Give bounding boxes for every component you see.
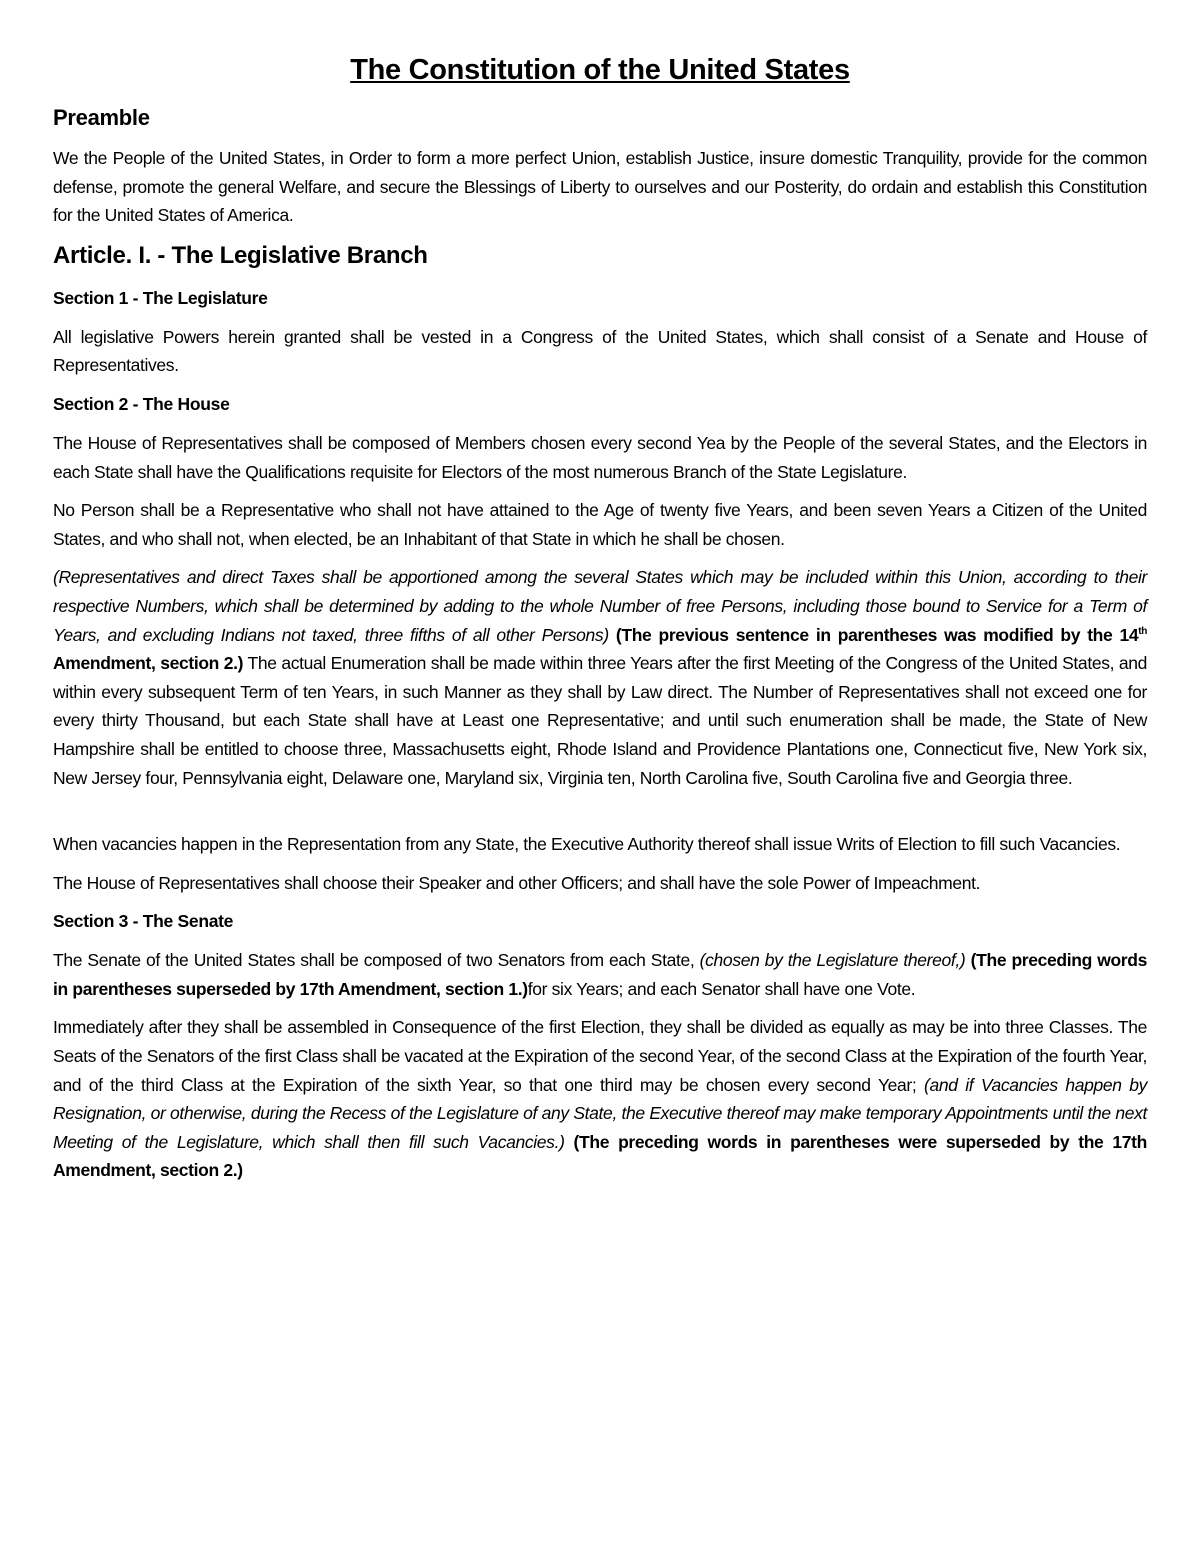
text-run: We the People of the United States, in Order to form a more perfect Union, establish Justice, insure domestic Tranquility, provide for the common defense, promote the general Welfare, and secure the Blessings of Liberty to ourselves and our Posterity, do ordain and establish this Constitution for the United States of America. [53, 148, 1147, 226]
paragraph [53, 946, 1147, 1003]
text-run: When vacancies happen in the Representation from any State, the Executive Authority thereof shall issue Writs of Election to fill such Vacancies. [53, 834, 1121, 855]
paragraph [53, 323, 1147, 380]
bold-note: Amendment, section 2.) [53, 653, 244, 674]
section-heading: Section 1 - The Legislature [53, 287, 268, 308]
bold-note: (The previous sentence in parentheses was modified by the 14 [615, 624, 1139, 645]
section-heading: Section 3 - The Senate [53, 911, 234, 932]
text-run: Immediately after they shall be assembled in Consequence of the first Election, they shall be divided as equally as may be into three Classes. The Seats of the Senators of the first Class shall be vacated at the Expiration of the second Year, of the second Class at the Expiration of the fourth Year, and of the third Class at the Expiration of the sixth Year, so that one third may be chosen every second Year; [53, 1017, 1147, 1095]
superscript: th [1138, 625, 1147, 637]
bold-note: (The preceding words in parentheses were superseded by the 17th Amendment, section 2.) [53, 1131, 1147, 1181]
document-title: The Constitution of the United States [350, 54, 850, 86]
text-run: for six Years; and each Senator shall have one Vote. [527, 978, 916, 999]
document-body [53, 104, 1147, 1185]
italic-text: (chosen by the Legislature thereof,) [699, 950, 966, 971]
paragraph [53, 563, 1147, 792]
text-run: The House of Representatives shall be composed of Members chosen every second Yea by the People of the several States, and the Electors in each State shall have the Qualifications requisite for Electors of the most numerous Branch of the State Legislature. [53, 432, 1147, 482]
bold-note: (The preceding words in parentheses superseded by 17th Amendment, section 1.) [53, 950, 1147, 999]
paragraph [53, 869, 1147, 898]
paragraph [53, 830, 1147, 859]
blank-line [53, 802, 1147, 830]
section-heading: Section 2 - The House [53, 393, 230, 414]
text-run: All legislative Powers herein granted shall be vested in a Congress of the United States, which shall consist of a Senate and House of Representatives. [53, 326, 1147, 376]
paragraph [53, 496, 1147, 553]
italic-text: (Representatives and direct Taxes shall be apportioned among the several States which may be included within this Union, according to their respective Numbers, which shall be determined by adding to the whole Number of free Persons, including those bound to Service for a Term of Years, and excluding Indians not taxed, three fifths of all other Persons) [53, 567, 1147, 645]
text-run: No Person shall be a Representative who shall not have attained to the Age of twenty five Years, and been seven Years a Citizen of the United States, and who shall not, when elected, be an Inhabitant of that State in which he shall be chosen. [53, 500, 1147, 549]
paragraph [53, 144, 1147, 230]
paragraph [53, 1013, 1147, 1185]
italic-text: (and if Vacancies happen by Resignation, or otherwise, during the Recess of the Legislature of any State, the Executive thereof may make temporary Appointments until the next Meeting of the Legislature, which shall then fill such Vacancies.) [53, 1074, 1147, 1152]
document-page [53, 50, 1147, 1195]
preamble-heading: Preamble [53, 105, 150, 130]
article-heading: Article. I. - The Legislative Branch [53, 241, 428, 269]
paragraph [53, 429, 1147, 486]
text-run: The actual Enumeration shall be made within three Years after the first Meeting of the Congress of the United States, and within every subsequent Term of ten Years, in such Manner as they shall by Law direct. The Number of Representatives shall not exceed one for every thirty Thousand, but each State shall have at Least one Representative; and until such enumeration shall be made, the State of New Hampshire shall be entitled to choose three, Massachusetts eight, Rhode Island and Providence Plantations one, Connecticut five, New York six, New Jersey four, Pennsylvania eight, Delaware one, Maryland six, Virginia ten, North Carolina five, South Carolina five and Georgia three. [53, 653, 1147, 788]
text-run: The House of Representatives shall choose their Speaker and other Officers; and shall have the sole Power of Impeachment. [53, 872, 981, 893]
text-run: The Senate of the United States shall be composed of two Senators from each State, [53, 950, 700, 971]
